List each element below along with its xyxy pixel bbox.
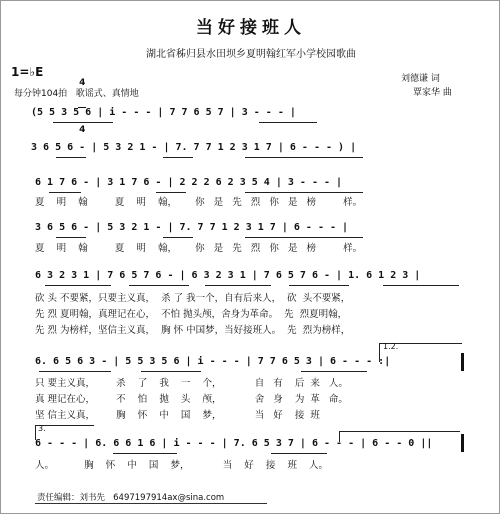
verse-notes-row-3: 6 1 7 6 - | 3 1 7 6 - | 2 2 2 6 2 3 5 4 | 3 - - - | (35, 177, 343, 188)
beam-line (163, 157, 193, 158)
beam-line (383, 285, 459, 286)
lyricist-credit: 刘德谦 词 (401, 74, 440, 84)
meter-bottom: 4 (79, 125, 86, 135)
beam-line (271, 453, 327, 454)
verse-notes-row-4: 3 6 5 6 - | 5 3 2 1 - | 7. 7 7 1 2 3 1 7 | 6 - - - | (35, 222, 349, 233)
song-subtitle: 湖北省秭归县水田坝乡夏明翰红军小学校园歌曲 (146, 49, 356, 60)
beam-line (259, 122, 317, 123)
lyrics-row-6-verse-3: 坚 信主义真， 胸 怀 中 国 梦， 当 好 接 班 (35, 410, 320, 421)
composer-credit: 覃家华 曲 (413, 88, 452, 98)
beam-line (49, 192, 81, 193)
beam-line (56, 237, 86, 238)
beam-line (289, 285, 349, 286)
editor-label: 责任编辑：刘书先 (37, 493, 106, 503)
beam-line (56, 157, 86, 158)
notes-row-6: 6. 6 5 6 3 - | 5 5 3 5 6 | i - - - | 7 7 6 5 3 | 6 - - - :| (35, 356, 391, 367)
lyrics-row-5-verse-1: 砍 头 不要紧，只要主义真， 杀 了 我一个，自有后来人， 砍 头不要紧， (35, 293, 351, 304)
lyrics-row-3: 夏 明 翰 夏 明 翰， 你 是 先 烈 你 是 榜 样。 (35, 197, 363, 208)
ending-notes-row-7: 6 - - - | 6. 6 6 1 6 | i - - - | 7. 6 5 3 7 | 6 - - - | 6 - - 0 || (35, 438, 433, 449)
beam-line (301, 371, 367, 372)
beam-line (129, 285, 189, 286)
footer-rule (35, 503, 267, 504)
lyrics-row-4: 夏 明 翰 夏 明 翰， 你 是 先 烈 你 是 榜 样。 (35, 243, 363, 254)
volta-label-3: 3. (38, 424, 46, 433)
beam-line (245, 157, 363, 158)
beam-line (245, 237, 363, 238)
intro-notes-row-2: 3 6 5 6 - | 5 3 2 1 - | 7. 7 7 1 2 3 1 7 | 6 - - - ) | (31, 142, 357, 153)
beam-line (156, 192, 186, 193)
beam-line (245, 192, 363, 193)
song-title: 当好接班人 (196, 18, 306, 38)
lyrics-row-5-verse-2: 先 烈 夏明翰，真理记在心， 不怕 抛头颅，舍身为革命。 先 烈夏明翰， (35, 309, 348, 320)
final-barline (461, 434, 464, 452)
chorus-notes-row-5: 6 3 2 3 1 | 7 6 5 7 6 - | 6 3 2 3 1 | 7 6 5 7 6 - | 1. 6 1 2 3 | (35, 270, 421, 281)
intro-notes-row-1: (5 5 3 5 6 | i - - - | 7 7 6 5 7 | 3 - - - | (31, 107, 296, 118)
editor-credit (37, 491, 224, 503)
lyrics-row-6-verse-1: 只 要主义真， 杀 了 我 一 个， 自 有 后 来 人。 (35, 378, 348, 389)
lyrics-row-6-verse-2: 真 理记在心， 不 怕 抛 头 颅， 舍 身 为 革 命。 (35, 394, 348, 405)
lyrics-row-7: 人。 胸 怀 中 国 梦， 当 好 接 班 人。 (35, 460, 329, 471)
key-signature: 1=♭E (11, 65, 44, 79)
editor-email: 6497197914ax@sina.com (113, 493, 225, 503)
beam-line (163, 237, 193, 238)
lyrics-row-5-verse-3: 先 烈 为榜样，坚信主义真， 胸 怀 中国梦，当好接班人。 先 烈为榜样， (35, 325, 351, 336)
beam-line (141, 371, 201, 372)
repeat-end-barline (461, 353, 464, 371)
beam-line (45, 285, 111, 286)
tempo-marking: 每分钟104拍 歌谣式、真情地 (14, 89, 139, 99)
volta-label-1-2: 1.2. (383, 342, 399, 351)
meter-top: 4 (79, 78, 86, 88)
beam-line (53, 122, 113, 123)
beam-line (205, 285, 271, 286)
beam-line (113, 453, 177, 454)
beam-line (39, 371, 111, 372)
